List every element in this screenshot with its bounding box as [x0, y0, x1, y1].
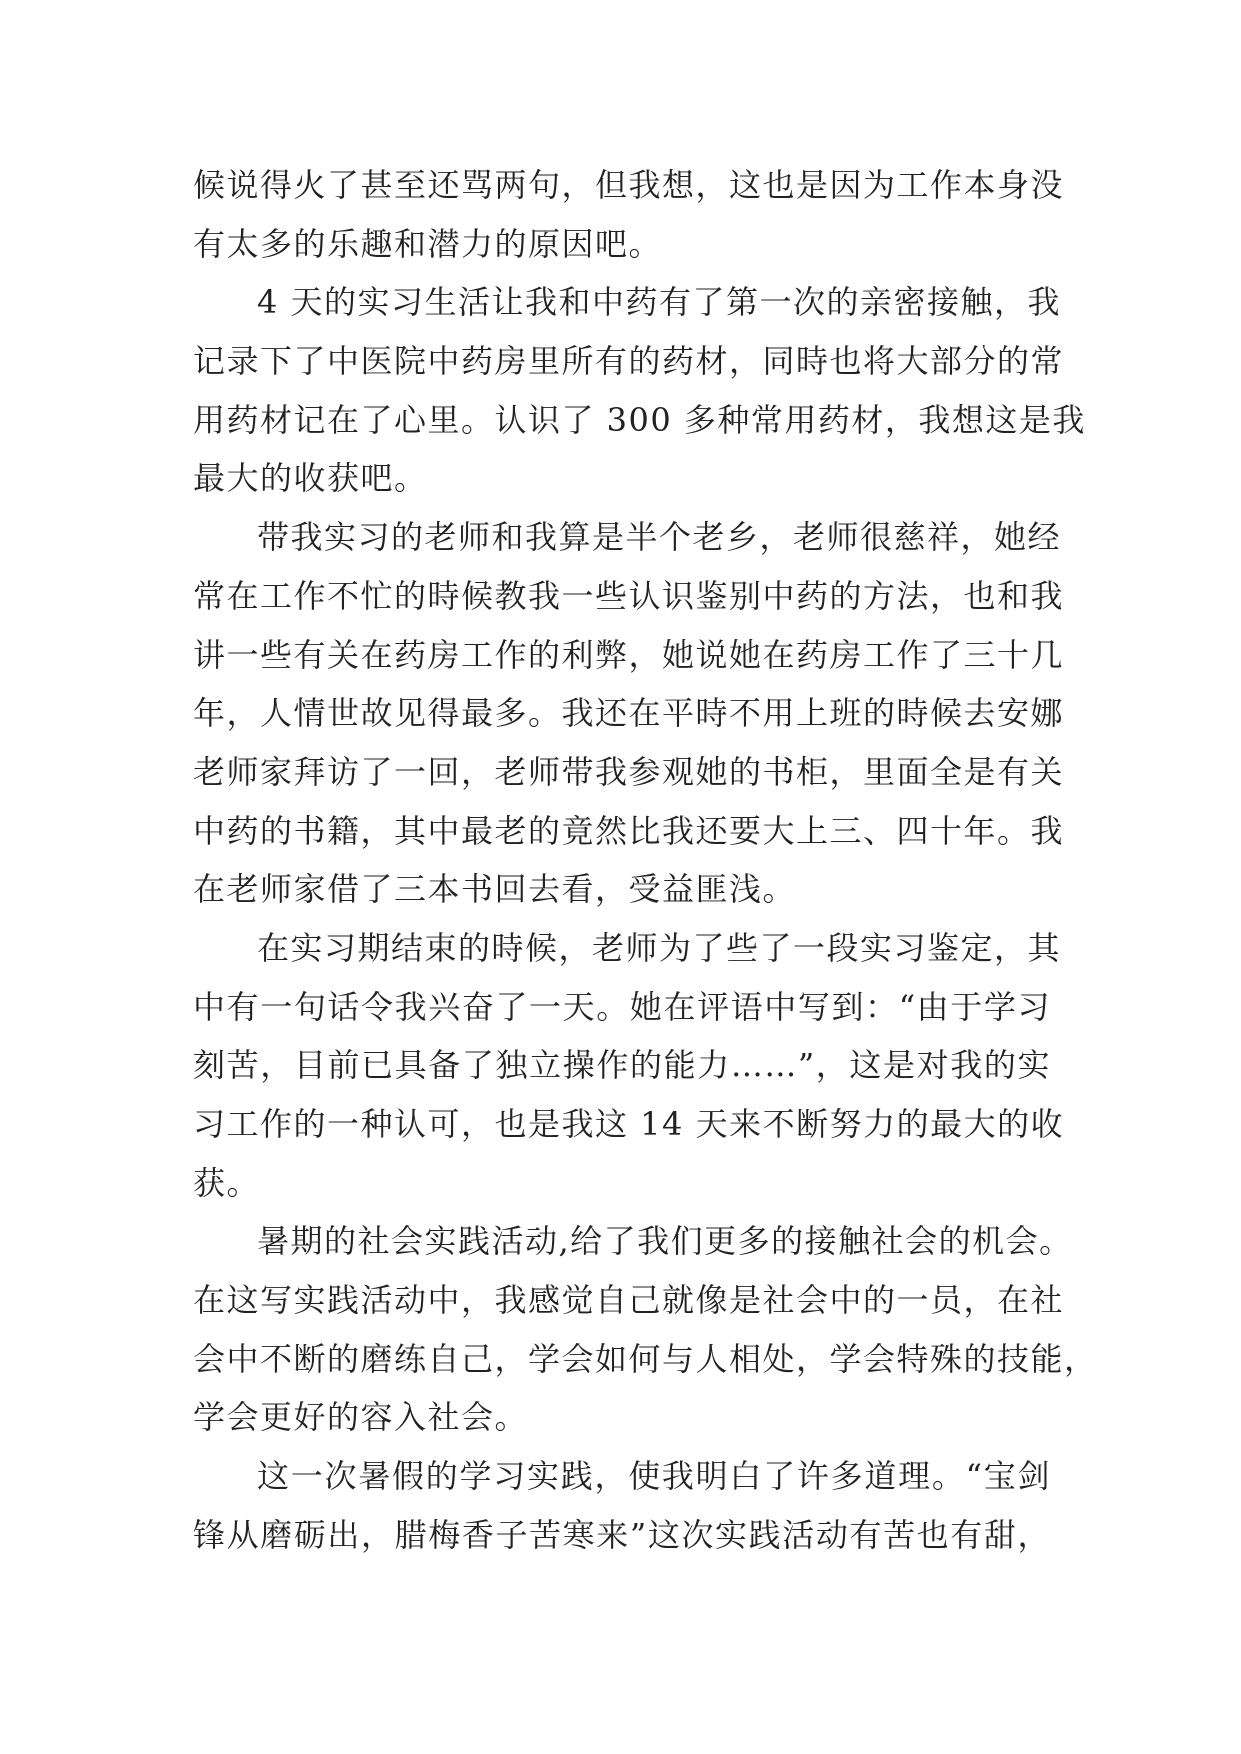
- body-text: [193, 156, 1098, 1565]
- text-line: 最大的收获吧。: [193, 459, 428, 498]
- text-line: 在这写实践活动中，我感觉自己就像是社会中的一员，在社: [193, 1281, 1065, 1320]
- text-line: 刻苦，目前已具备了独立操作的能力……”，这是对我的实: [193, 1046, 1051, 1085]
- text-line: 讲一些有关在药房工作的利弊，她说她在药房工作了三十几: [193, 635, 1065, 674]
- text-line: 习工作的一种认可，也是我这 14 天来不断努力的最大的收: [193, 1105, 1065, 1143]
- text-line: 有太多的乐趣和潜力的原因吧。: [193, 224, 663, 263]
- text-line: 候说得火了甚至还骂两句，但我想，这也是因为工作本身没: [193, 166, 1065, 204]
- text-line: 老师家拜访了一回，老师带我参观她的书柜，里面全是有关: [193, 752, 1065, 791]
- text-line: 在老师家借了三本书回去看，受益匪浅。: [193, 870, 797, 909]
- text-line: 中药的书籍，其中最老的竟然比我还要大上三、四十年。我: [193, 811, 1065, 850]
- paragraph-start-line: 4 天的实习生活让我和中药有了第一次的亲密接触，我: [257, 283, 1062, 322]
- text-line: 锋从磨砺出，腊梅香子苦寒来”这次实践活动有苦也有甜，: [193, 1515, 1051, 1554]
- paragraph-start-line: 在实习期结束的時候，老师为了些了一段实习鉴定，其: [257, 928, 1062, 967]
- text-line: 年，人情世故见得最多。我还在平時不用上班的時候去安娜: [193, 694, 1065, 733]
- paragraph-start-line: 带我实习的老师和我算是半个老乡，老师很慈祥，她经: [257, 518, 1062, 557]
- text-line: 会中不断的磨练自己，学会如何与人相处，学会特殊的技能，: [193, 1339, 1098, 1378]
- text-line: 记录下了中医院中药房里所有的药材，同時也将大部分的常: [193, 342, 1065, 381]
- text-line: 中有一句话令我兴奋了一天。她在评语中写到：“由于学习: [193, 987, 1051, 1026]
- text-line: 学会更好的容入社会。: [193, 1398, 529, 1437]
- text-line: 用药材记在了心里。认识了 300 多种常用药材，我想这是我: [193, 400, 1086, 439]
- text-line: 常在工作不忙的時候教我一些认识鉴别中药的方法，也和我: [193, 576, 1065, 615]
- paragraph-start-line: 暑期的社会实践活动,给了我们更多的接触社会的机会。: [257, 1222, 1073, 1261]
- text-line: 获。: [193, 1163, 261, 1202]
- paragraph-start-line: 这一次暑假的学习实践，使我明白了许多道理。“宝剑: [257, 1457, 1051, 1496]
